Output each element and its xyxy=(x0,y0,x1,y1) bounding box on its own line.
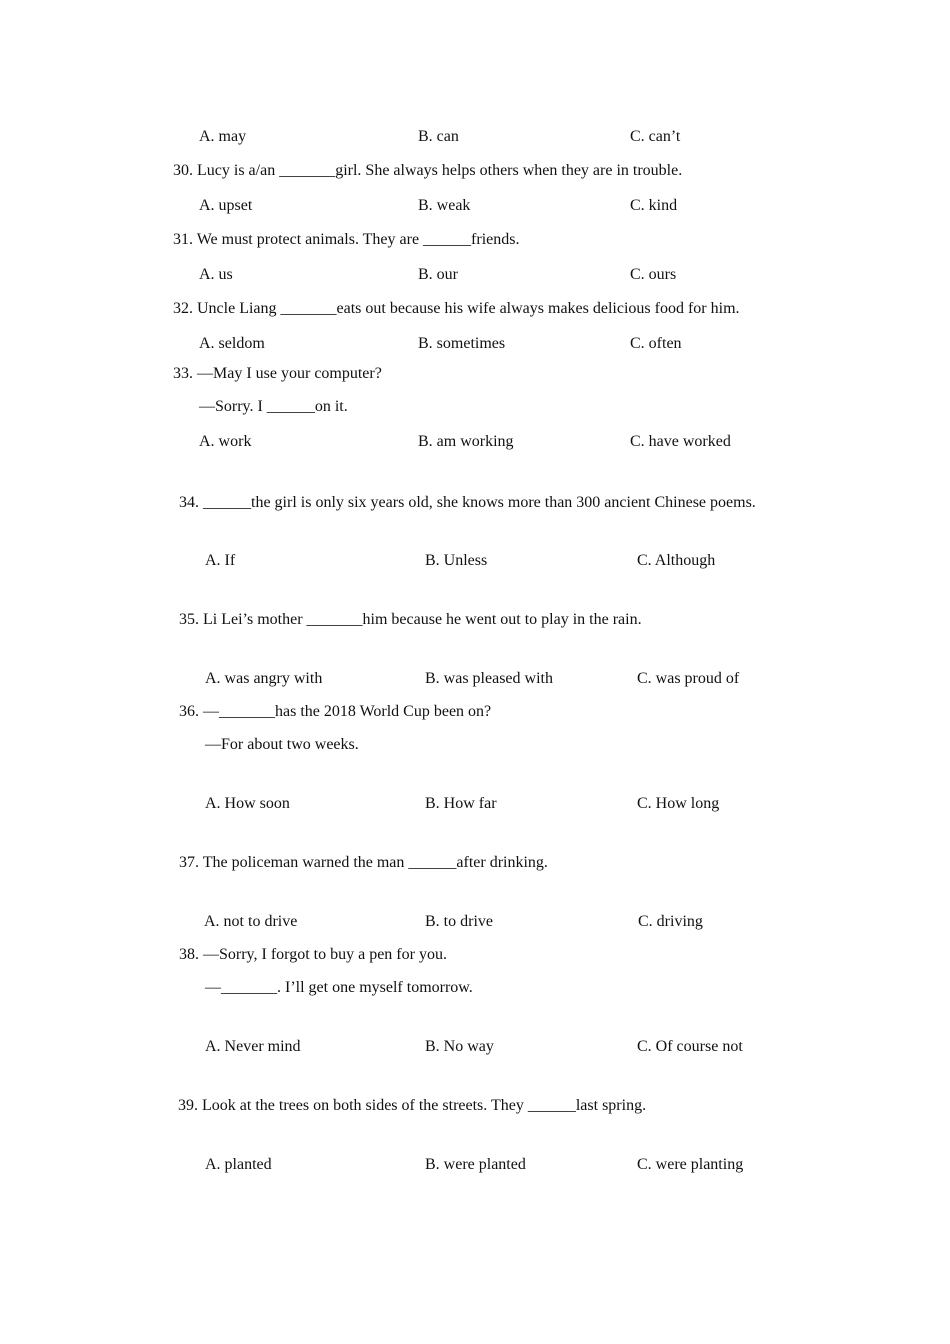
q34-option-c: C. Although xyxy=(637,552,716,569)
q34-option-b: B. Unless xyxy=(425,552,488,569)
q38-stem: 38. —Sorry, I forgot to buy a pen for you. xyxy=(179,946,447,963)
q32-option-c: C. often xyxy=(630,335,682,352)
q39-stem: 39. Look at the trees on both sides of the streets. They ______last spring. xyxy=(178,1097,647,1114)
q36-stem: 36. —_______has the 2018 World Cup been on? xyxy=(179,703,492,720)
q36-option-a: A. How soon xyxy=(205,795,290,812)
q37-option-b: B. to drive xyxy=(425,913,493,930)
q37-stem: 37. The policeman warned the man ______after drinking. xyxy=(179,854,548,871)
q30-option-b: B. weak xyxy=(418,197,471,214)
q36-option-b: B. How far xyxy=(425,795,497,812)
q36-option-c: C. How long xyxy=(637,795,720,812)
q33-option-c: C. have worked xyxy=(630,433,731,450)
q32-stem: 32. Uncle Liang _______eats out because his wife always makes delicious food for him. xyxy=(173,300,740,317)
q29-option-b: B. can xyxy=(418,128,459,145)
q35-option-a: A. was angry with xyxy=(205,670,323,687)
q30-stem: 30. Lucy is a/an _______girl. She always helps others when they are in trouble. xyxy=(173,162,683,179)
q33-stem: 33. —May I use your computer? xyxy=(173,365,382,382)
q39-option-c: C. were planting xyxy=(637,1156,744,1173)
q37-option-c: C. driving xyxy=(638,913,703,930)
q31-stem: 31. We must protect animals. They are ______friends. xyxy=(173,231,520,248)
q39-option-a: A. planted xyxy=(205,1156,272,1173)
q38-option-b: B. No way xyxy=(425,1038,494,1055)
q38-option-c: C. Of course not xyxy=(637,1038,743,1055)
q35-option-c: C. was proud of xyxy=(637,670,740,687)
q29-option-c: C. can’t xyxy=(630,128,681,145)
q31-option-b: B. our xyxy=(418,266,458,283)
q39-option-b: B. were planted xyxy=(425,1156,526,1173)
q32-option-a: A. seldom xyxy=(199,335,265,352)
q30-option-c: C. kind xyxy=(630,197,678,214)
q33-line2: —Sorry. I ______on it. xyxy=(199,398,348,415)
q37-option-a: A. not to drive xyxy=(204,913,298,930)
q38-option-a: A. Never mind xyxy=(205,1038,301,1055)
q34-option-a: A. If xyxy=(205,552,236,569)
q33-option-b: B. am working xyxy=(418,433,514,450)
q33-option-a: A. work xyxy=(199,433,252,450)
q31-option-a: A. us xyxy=(199,266,233,283)
q32-option-b: B. sometimes xyxy=(418,335,506,352)
q35-stem: 35. Li Lei’s mother _______him because he went out to play in the rain. xyxy=(179,611,642,628)
q34-stem: 34. ______the girl is only six years old, she knows more than 300 ancient Chinese poems. xyxy=(179,494,756,511)
q29-option-a: A. may xyxy=(199,128,247,145)
q31-option-c: C. ours xyxy=(630,266,677,283)
q30-option-a: A. upset xyxy=(199,197,253,214)
q35-option-b: B. was pleased with xyxy=(425,670,553,687)
q38-line2: —_______. I’ll get one myself tomorrow. xyxy=(205,979,473,996)
q36-line2: —For about two weeks. xyxy=(205,736,359,753)
